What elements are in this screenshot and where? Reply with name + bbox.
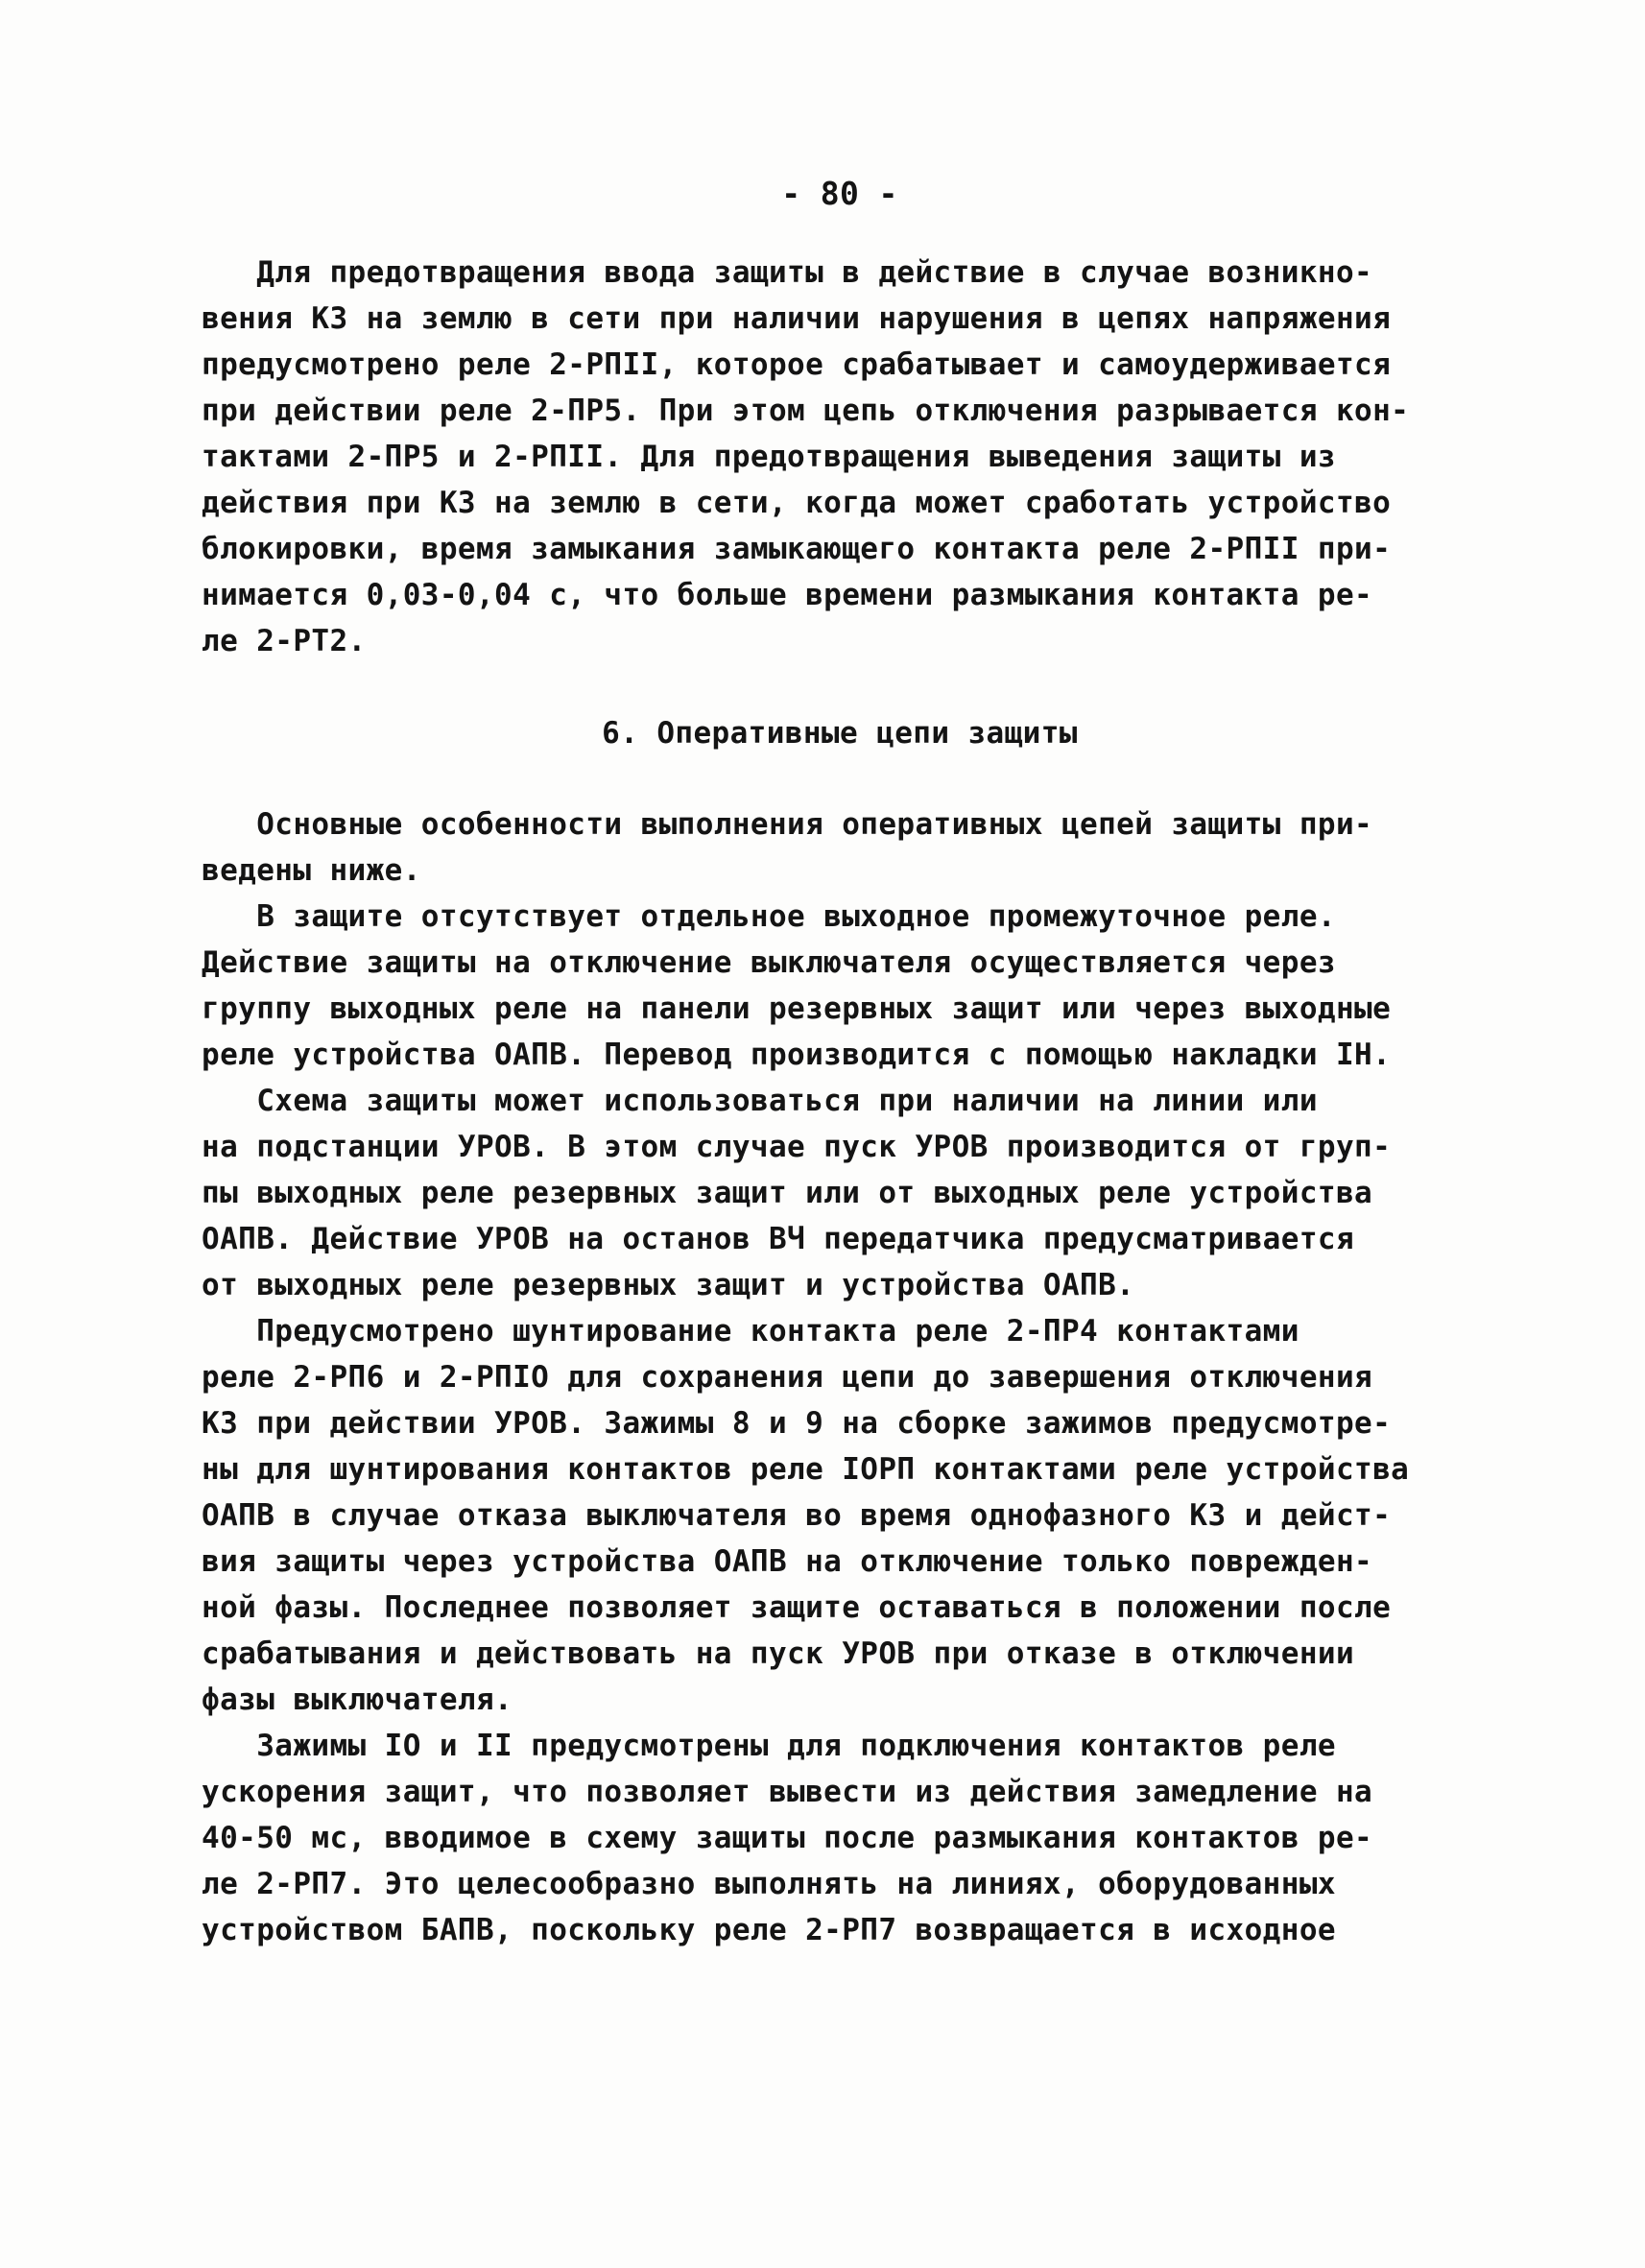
text-line: ускорения защит, что позволяет вывести из действия замедление на <box>202 1775 1373 1809</box>
text-line: Для предотвращения ввода защиты в действие в случае возникно- <box>202 255 1373 290</box>
section-heading: 6. Оперативные цепи защиты <box>602 716 1078 751</box>
text-line: группу выходных реле на панели резервных защит или через выходные <box>202 991 1392 1026</box>
text-line: вия защиты через устройства ОАПВ на отключение только поврежден- <box>202 1544 1373 1579</box>
text-line: от выходных реле резервных защит и устройства ОАПВ. <box>202 1268 1135 1302</box>
text-line: при действии реле 2-ПР5. При этом цепь отключения разрывается кон- <box>202 394 1410 428</box>
text-line: тактами 2-ПР5 и 2-РПII. Для предотвращения выведения защиты из <box>202 440 1336 474</box>
page-number: - 80 - <box>781 175 898 212</box>
text-line: нимается 0,03-0,04 с, что больше времени размыкания контакта ре- <box>202 578 1373 612</box>
text-line: устройством БАПВ, поскольку реле 2-РП7 возвращается в исходное <box>202 1913 1336 1947</box>
text-line: пы выходных реле резервных защит или от выходных реле устройства <box>202 1176 1373 1210</box>
text-line: предусмотрено реле 2-РПII, которое срабатывает и самоудерживается <box>202 347 1392 382</box>
text-line: на подстанции УРОВ. В этом случае пуск УРОВ производится от груп- <box>202 1130 1392 1164</box>
text-line: Основные особенности выполнения оперативных цепей защиты при- <box>202 807 1373 842</box>
text-line: ле 2-РП7. Это целесообразно выполнять на линиях, оборудованных <box>202 1867 1336 1901</box>
text-line: фазы выключателя. <box>202 1683 513 1717</box>
text-line: ле 2-РТ2. <box>202 624 367 658</box>
text-line: ОАПВ. Действие УРОВ на останов ВЧ передатчика предусматривается <box>202 1222 1355 1256</box>
text-line: вения КЗ на землю в сети при наличии нарушения в цепях напряжения <box>202 301 1392 336</box>
text-line: Действие защиты на отключение выключателя осуществляется через <box>202 945 1336 980</box>
text-line: Зажимы IO и II предусмотрены для подключения контактов реле <box>202 1729 1336 1763</box>
text-line: действия при КЗ на землю в сети, когда может сработать устройство <box>202 486 1392 520</box>
text-line: КЗ при действии УРОВ. Зажимы 8 и 9 на сборке зажимов предусмотре- <box>202 1406 1392 1441</box>
text-line: 40-50 мс, вводимое в схему защиты после размыкания контактов ре- <box>202 1821 1373 1855</box>
text-line: Схема защиты может использоваться при наличии на линии или <box>202 1084 1318 1118</box>
text-line: ведены ниже. <box>202 853 421 888</box>
text-line: блокировки, время замыкания замыкающего контакта реле 2-РПII при- <box>202 532 1392 566</box>
text-line: В защите отсутствует отдельное выходное промежуточное реле. <box>202 899 1336 934</box>
text-line: ной фазы. Последнее позволяет защите оставаться в положении после <box>202 1590 1392 1625</box>
text-line: Предусмотрено шунтирование контакта реле 2-ПР4 контактами <box>202 1314 1299 1349</box>
text-line: реле 2-РП6 и 2-РПIO для сохранения цепи до завершения отключения <box>202 1360 1373 1395</box>
text-line: срабатывания и действовать на пуск УРОВ при отказе в отключении <box>202 1636 1355 1671</box>
text-line: ОАПВ в случае отказа выключателя во время однофазного КЗ и дейст- <box>202 1498 1392 1533</box>
text-line: реле устройства ОАПВ. Перевод производится с помощью накладки IН. <box>202 1038 1392 1072</box>
text-line: ны для шунтирования контактов реле IOРП контактами реле устройства <box>202 1452 1410 1487</box>
